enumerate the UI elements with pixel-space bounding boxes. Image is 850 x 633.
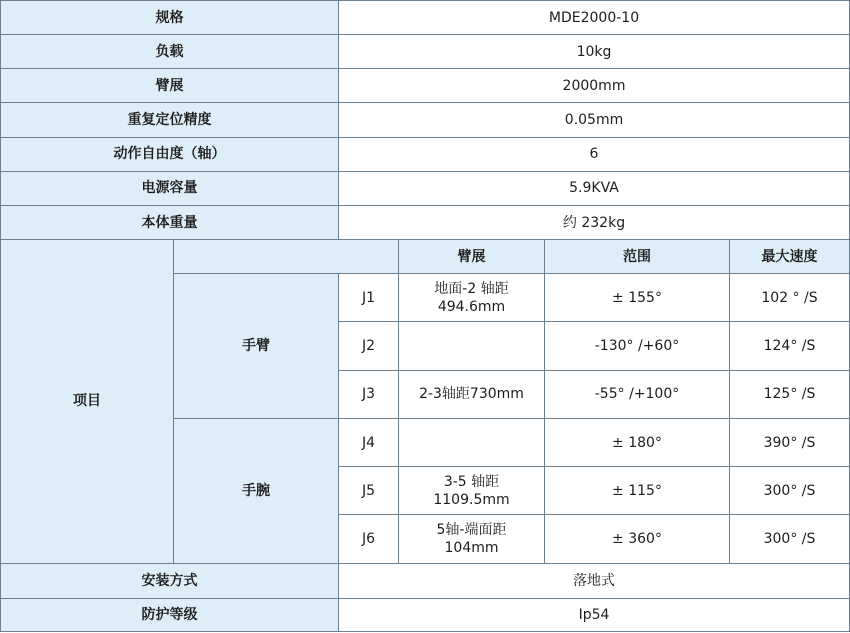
header-max-speed: 最大速度	[730, 240, 850, 274]
joint-range: ± 180°	[545, 418, 730, 466]
spec-label: 重复定位精度	[1, 103, 339, 137]
joint-name: J3	[339, 370, 399, 418]
spec-value: 10kg	[339, 35, 850, 69]
joint-name: J6	[339, 515, 399, 563]
joint-reach	[399, 418, 545, 466]
joint-reach	[399, 322, 545, 370]
joint-reach-line: 104mm	[444, 539, 499, 556]
spec-value: 落地式	[339, 563, 850, 598]
joint-speed: 124° /S	[730, 322, 850, 370]
spec-row-payload	[1, 35, 850, 69]
joint-range: -55° /+100°	[545, 370, 730, 418]
spec-row-dof	[1, 137, 850, 171]
spec-value: MDE2000-10	[339, 1, 850, 35]
spec-row-model	[1, 1, 850, 35]
spec-value: 5.9KVA	[339, 171, 850, 205]
joint-speed: 125° /S	[730, 370, 850, 418]
joint-range: ± 360°	[545, 515, 730, 563]
joint-speed: 300° /S	[730, 467, 850, 515]
spec-label: 电源容量	[1, 171, 339, 205]
spec-row-power	[1, 171, 850, 205]
joint-name: J1	[339, 274, 399, 322]
joint-speed: 102 ° /S	[730, 274, 850, 322]
group-label-wrist: 手腕	[174, 418, 339, 563]
header-blank-cell	[174, 240, 399, 274]
joint-speed: 300° /S	[730, 515, 850, 563]
joint-reach	[399, 274, 545, 322]
spec-value: 0.05mm	[339, 103, 850, 137]
spec-value: 6	[339, 137, 850, 171]
joint-name: J2	[339, 322, 399, 370]
joint-name: J4	[339, 418, 399, 466]
spec-row-protection	[1, 598, 850, 631]
spec-label: 负载	[1, 35, 339, 69]
spec-row-weight	[1, 205, 850, 239]
section-label: 项目	[1, 240, 174, 563]
joint-reach: 2-3轴距730mm	[399, 370, 545, 418]
joint-range: -130° /+60°	[545, 322, 730, 370]
spec-value: 约 232kg	[339, 205, 850, 239]
spec-value: Ip54	[339, 598, 850, 631]
spec-row-repeatability	[1, 103, 850, 137]
spec-row-mounting	[1, 563, 850, 598]
joint-range: ± 155°	[545, 274, 730, 322]
spec-label: 本体重量	[1, 205, 339, 239]
joint-reach-line: 地面-2 轴距	[434, 280, 509, 297]
joint-name: J5	[339, 467, 399, 515]
joint-reach	[399, 467, 545, 515]
spec-value: 2000mm	[339, 69, 850, 103]
joint-speed: 390° /S	[730, 418, 850, 466]
group-label-arm: 手臂	[174, 274, 339, 419]
spec-label: 防护等级	[1, 598, 339, 631]
header-reach: 臂展	[399, 240, 545, 274]
joint-reach-line: 5轴-端面距	[436, 521, 507, 538]
spec-label: 臂展	[1, 69, 339, 103]
joint-reach-line: 494.6mm	[437, 298, 506, 315]
spec-label: 动作自由度（轴）	[1, 137, 339, 171]
spec-label: 安装方式	[1, 563, 339, 598]
joint-reach	[399, 515, 545, 563]
spec-label: 规格	[1, 1, 339, 35]
axes-header-row	[1, 240, 850, 274]
joint-reach-line: 3-5 轴距	[443, 473, 500, 490]
joint-reach-line: 1109.5mm	[433, 491, 510, 508]
header-range: 范围	[545, 240, 730, 274]
joint-range: ± 115°	[545, 467, 730, 515]
spec-row-reach	[1, 69, 850, 103]
